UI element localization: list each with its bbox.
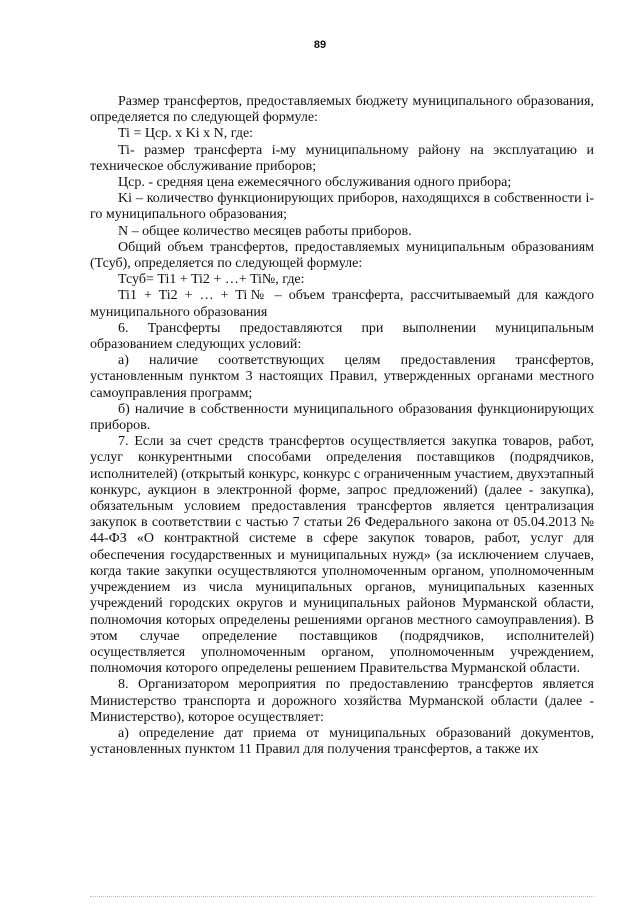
paragraph-6b: б) наличие в собственности муниципального образования функционирующих приборов. bbox=[90, 401, 594, 434]
formula-total: Тсуб= Ti1 + Ti2 + …+ Ti№, где: bbox=[118, 272, 305, 288]
paragraph-6a: а) наличие соответствующих целям предоставления трансфертов, установленным пунктом 3 настоящих Правил, утвержденных органами местного самоуправления программ; bbox=[90, 353, 594, 401]
page-number: 89 bbox=[313, 39, 327, 51]
definition-ki: Ki – количество функционирующих приборов, находящихся в собственности i-го муниципального образования; bbox=[90, 191, 594, 223]
paragraph-total-volume: Общий объем трансфертов, предоставляемых муниципальным образованиям (Тсуб), определяется по следующей формуле: bbox=[90, 239, 594, 272]
definition-average-price: Цср. - средняя цена ежемесячного обслуживания одного прибора; bbox=[118, 175, 512, 191]
definition-ti: Ti- размер трансферта i-му муниципальному району на эксплуатацию и техническое обслуживание приборов; bbox=[90, 142, 594, 174]
paragraph-transfer-size: Размер трансфертов, предоставляемых бюджету муниципального образования, определяется по следующей формуле: bbox=[90, 94, 594, 126]
paragraph-7: 7. Если за счет средств трансфертов осуществляется закупка товаров, работ, услуг конкурентными способами определения поставщиков (подрядчиков, исполнителей) (открытый конкурс, конкурс с ограниченным участием, двухэтапный конкурс, аукцион в электронной форме, запрос предложений) (далее - закупка), обязательным условием предоставления трансфертов является централизация закупок в соответствии с частью 7 статьи 26 Федерального закона от 05.04.2013 № 44-ФЗ «О контрактной системе в сфере закупок товаров, работ, услуг для обеспечения государственных и муниципальных нужд» (за исключением случаев, когда такие закупки осуществляются уполномоченным органом, уполномоченным учреждением из числа муниципальных органов, муниципальных казенных учреждений городских округов и муниципальных районов Мурманской области, полномочия которых определены решениями органов местного самоуправления). В этом случае определение поставщиков (подрядчиков, исполнителей) осуществляется уполномоченным органом, уполномоченным учреждением, полномочия которого определены решением Правительства Мурманской области. bbox=[90, 434, 594, 677]
definition-total: Ti1 + Ti2 + … + Ti№ – объем трансферта, рассчитываемый для каждого муниципального образования bbox=[90, 288, 594, 320]
paragraph-6: 6. Трансферты предоставляются при выполнении муниципальным образованием следующих условий: bbox=[90, 320, 594, 353]
bottom-scan-margin bbox=[90, 896, 594, 897]
paragraph-8: 8. Организатором мероприятия по предоставлению трансфертов является Министерство транспорта и дорожного хозяйства Мурманской области (далее - Министерство), которое осуществляет: bbox=[90, 677, 594, 725]
paragraph-8a: а) определение дат приема от муниципальных образований документов, установленных пунктом 11 Правил для получения трансфертов, а также их bbox=[90, 725, 594, 758]
formula-ti: Ti = Цср. x Ki x N, где: bbox=[118, 126, 254, 142]
document-body bbox=[90, 94, 594, 758]
definition-n: N – общее количество месяцев работы приборов. bbox=[118, 223, 412, 239]
